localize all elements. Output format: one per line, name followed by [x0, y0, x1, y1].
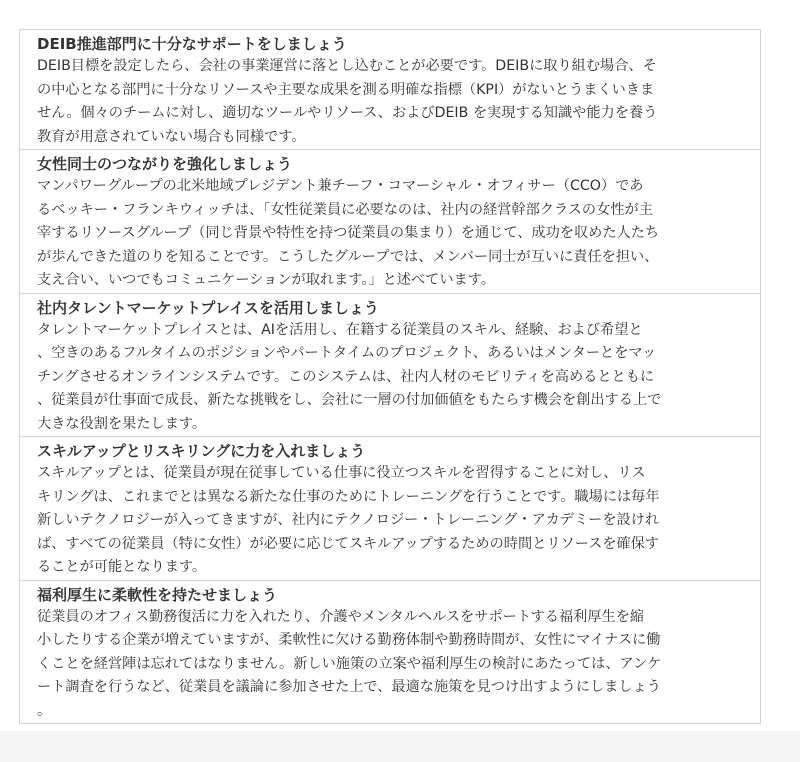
body-line: チングさせるオンラインシステムです。このシステムは、社内人材のモビリティを高めるとともに — [37, 368, 655, 385]
body-line: 、従業員が仕事面で成長、新たな挑戦をし、会社に一層の付加価値をもたらす機会を創出する上で — [37, 392, 662, 408]
body-line: 。 — [37, 702, 52, 719]
section-deib-support — [20, 30, 760, 150]
body-line: くことを経営陣は忘れてはなりません。新しい施策の立案や福利厚生の検討にあたっては、アンケ — [37, 655, 662, 672]
body-line: せん。個々のチームに対し、適切なツールやリソース、およびDEIB を実現する知識や能力を養う — [37, 105, 658, 121]
body-line: 大きな役割を果たします。 — [37, 415, 207, 432]
body-line: DEIB目標を設定したら、会社の事業運営に落とし込むことが必要です。DEIBに取り組む場合、そ — [37, 58, 657, 74]
body-line: 宰するリソースグループ（同じ背景や特性を持つ従業員の集まり）を通じて、成功を収めた人たち — [37, 225, 660, 241]
section-title: 社内タレントマーケットプレイスを活用しましょう — [37, 298, 379, 317]
section-title: 女性同士のつながりを強化しましょう — [37, 155, 293, 173]
page-background-band — [0, 731, 800, 762]
body-line: 新しいテクノロジーが入ってきますが、社内にテクノロジー・トレーニング・アカデミーを設けれ — [37, 512, 660, 528]
section-title: スキルアップとリスキリングに力を入れましょう — [37, 442, 366, 460]
body-line: ることが可能となります。 — [37, 559, 207, 575]
section-body — [37, 175, 741, 293]
body-line: マンパワーグループの北米地域プレジデント兼チーフ・コマーシャル・オフィサー（CCO）であ — [37, 178, 644, 194]
body-line: 、空きのあるフルタイムのポジションやパートタイムのプロジェクト、あるいはメンターとをマッ — [37, 345, 657, 361]
section-title: DEIB推進部門に十分なサポートをしましょう — [37, 35, 347, 53]
content-table — [19, 29, 761, 724]
body-line: ば、すべての従業員（特に女性）が必要に応じてスキルアップするための時間とリソースを確保す — [37, 535, 660, 552]
section-flexible-benefits — [20, 581, 760, 725]
body-line: タレントマーケットプレイスとは、AIを活用し、在籍する従業員のスキル、経験、および希望と — [37, 321, 643, 338]
body-line: 小したりする企業が増えていますが、柔軟性に欠ける勤務体制や勤務時間が、女性にマイナスに働 — [37, 632, 661, 648]
body-line: 従業員のオフィス勤務復活に力を入れたり、介護やメンタルヘルスをサポートする福利厚生を縮 — [37, 608, 645, 625]
section-body — [37, 606, 741, 724]
body-line: スキルアップとは、従業員が現在従事している仕事に役立つスキルを習得することに対し、リス — [37, 465, 646, 481]
section-upskilling — [20, 437, 760, 581]
body-line: るベッキー・フランキウィッチは、「女性従業員に必要なのは、社内の経営幹部クラスの女性が主 — [37, 201, 653, 218]
body-line: 支え合い、いつでもコミュニケーションが取れます。」と述べています。 — [37, 272, 495, 288]
body-line: 教育が用意されていない場合も同様です。 — [37, 128, 306, 145]
section-body — [37, 319, 741, 437]
section-body — [37, 462, 741, 580]
section-women-network — [20, 150, 760, 294]
body-line: が歩んできた道のりを知ることです。こうしたグループでは、メンバー同士が互いに責任を担い、 — [37, 248, 659, 265]
body-line: の中心となる部門に十分なリソースや主要な成果を測る明確な指標（KPI）がないとうまくいきま — [37, 81, 655, 98]
body-line: キリングは、これまでとは異なる新たな仕事のためにトレーニングを行うことです。職場には毎年 — [37, 488, 660, 505]
section-talent-marketplace — [20, 294, 760, 438]
body-line: ート調査を行うなど、従業員を議論に参加させた上で、最適な施策を見つけ出すようにしましょう — [37, 679, 661, 695]
section-title: 福利厚生に柔軟性を持たせましょう — [37, 585, 278, 604]
section-body — [37, 55, 741, 149]
